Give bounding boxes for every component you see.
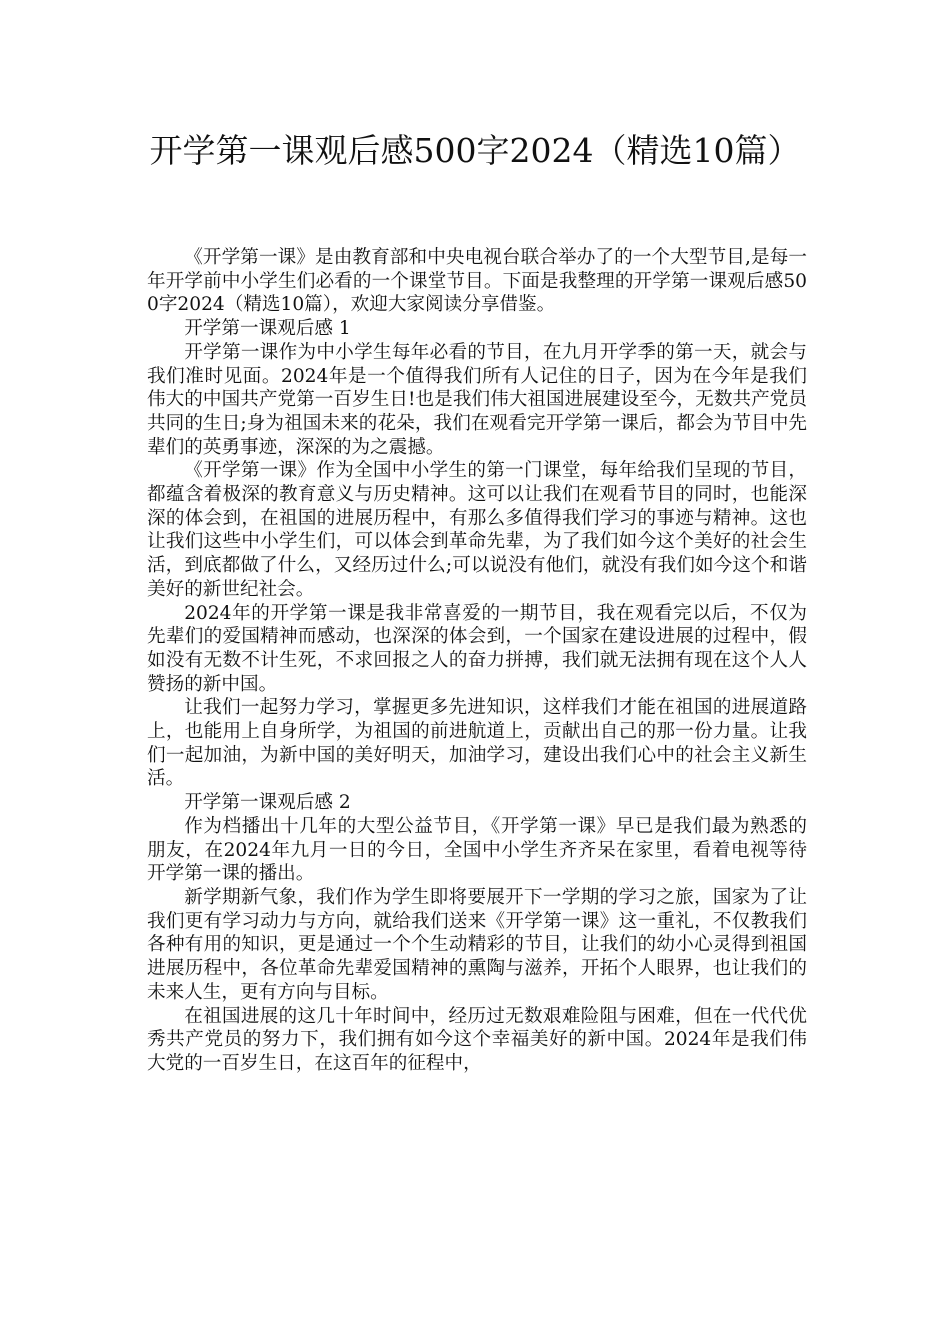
document-title: 开学第一课观后感500字2024（精选10篇） (149, 131, 801, 170)
paragraph: 开学第一课作为中小学生每年必看的节目，在九月开学季的第一天，就会与我们准时见面。2024年是一个值得我们所有人记住的日子，因为在今年是我们伟大的中国共产党第一百岁生日!也是我们伟大祖国进展建设至今，无数共产党员共同的生日;身为祖国未来的花朵，我们在观看完开学第一课后，都会为节目中先辈们的英勇事迹，深深的为之震撼。 (147, 341, 807, 458)
paragraph: 作为档播出十几年的大型公益节目，《开学第一课》早已是我们最为熟悉的朋友，在2024年九月一日的今日，全国中小学生齐齐呆在家里，看着电视等待开学第一课的播出。 (147, 815, 807, 885)
section-heading-2: 开学第一课观后感 2 (184, 792, 351, 814)
paragraph: 让我们一起努力学习，掌握更多先进知识，这样我们才能在祖国的进展道路上，也能用上自身所学，为祖国的前进航道上，贡献出自己的那一份力量。让我们一起加油，为新中国的美好明天，加油学习，建设出我们心中的社会主义新生活。 (147, 697, 807, 790)
paragraph: 在祖国进展的这几十年时间中，经历过无数艰难险阻与困难，但在一代代优秀共产党员的努力下，我们拥有如今这个幸福美好的新中国。2024年是我们伟大党的一百岁生日，在这百年的征程中， (147, 1005, 807, 1074)
document-body (147, 246, 807, 1076)
paragraph: 2024年的开学第一课是我非常喜爱的一期节目，我在观看完以后，不仅为先辈们的爱国精神而感动，也深深的体会到，一个国家在建设进展的过程中，假如没有无数不计生死，不求回报之人的奋力拼搏，我们就无法拥有现在这个人人赞扬的新中国。 (147, 602, 807, 695)
intro-paragraph: 《开学第一课》是由教育部和中央电视台联合举办了的一个大型节目,是每一年开学前中小学生们必看的一个课堂节目。下面是我整理的开学第一课观后感500字2024（精选10篇），欢迎大家阅读分享借鉴。 (147, 247, 807, 316)
paragraph: 《开学第一课》作为全国中小学生的第一门课堂，每年给我们呈现的节目，都蕴含着极深的教育意义与历史精神。这可以让我们在观看节目的同时，也能深深的体会到，在祖国的进展历程中，有那么多值得我们学习的事迹与精神。这也让我们这些中小学生们，可以体会到革命先辈，为了我们如今这个美好的社会生活，到底都做了什么，又经历过什么;可以说没有他们，就没有我们如今这个和谐美好的新世纪社会。 (147, 460, 807, 600)
paragraph: 新学期新气象，我们作为学生即将要展开下一学期的学习之旅，国家为了让我们更有学习动力与方向，就给我们送来《开学第一课》这一重礼，不仅教我们各种有用的知识，更是通过一个个生动精彩的节目，让我们的幼小心灵得到祖国进展历程中，各位革命先辈爱国精神的熏陶与滋养，开拓个人眼界，也让我们的未来人生，更有方向与目标。 (147, 886, 807, 1003)
section-heading-1: 开学第一课观后感 1 (184, 318, 351, 340)
